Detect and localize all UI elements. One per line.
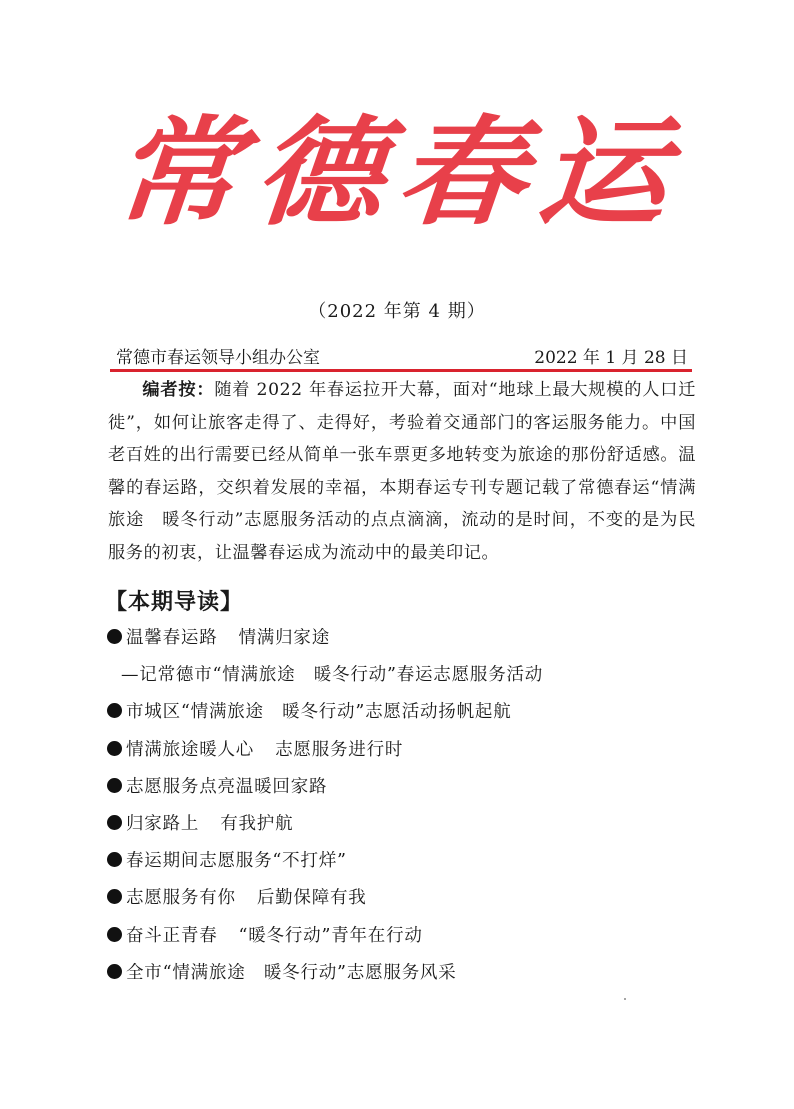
guide-item: 全市“情满旅途 暖冬行动”志愿服务风采 [107, 955, 707, 992]
editor-note-label: 编者按： [142, 380, 215, 400]
issue-number: （2022 年第 4 期） [308, 301, 486, 322]
editor-note-body: 随着 2022 年春运拉开大幕，面对“地球上最大规模的人口迁徙”，如何让旅客走得了、走得好，考验着交通部门的客运服务能力。中国老百姓的出行需要已经从简单一张车票更多地转变为旅途的那份舒适感。温馨的春运路，交织着发展的幸福，本期春运专刊专题记载了常德春运“情满旅途 暖冬行动”志愿服务活动的点点滴滴，流动的是时间，不变的是为民服务的初衷，让温馨春运成为流动中的最美印记。 [108, 380, 696, 563]
bullet-icon [107, 703, 122, 718]
info-row [112, 343, 690, 369]
guide-item: 温馨春运路 情满归家途 [107, 620, 707, 657]
guide-list [107, 620, 707, 992]
issue-date: 2022 年 1 月 28 日 [534, 348, 688, 368]
guide-item: 情满旅途暖人心 志愿服务进行时 [107, 732, 707, 769]
guide-item: 春运期间志愿服务“不打烊” [107, 843, 707, 880]
masthead-title: 常德春运 [107, 104, 687, 242]
bullet-icon [107, 889, 122, 904]
guide-subtitle: —记常德市“情满旅途 暖冬行动”春运志愿服务活动 [121, 665, 544, 686]
bullet-icon [107, 927, 122, 942]
bullet-icon [107, 778, 122, 793]
bullet-icon [107, 629, 122, 644]
bullet-icon [107, 741, 122, 756]
issuing-office: 常德市春运领导小组办公室 [116, 348, 320, 368]
guide-item: 志愿服务有你 后勤保障有我 [107, 880, 707, 917]
masthead [0, 98, 794, 258]
guide-item: 归家路上 有我护航 [107, 806, 707, 843]
bullet-icon [107, 852, 122, 867]
guide-item: 奋斗正青春 “暖冬行动”青年在行动 [107, 918, 707, 955]
guide-item: 市城区“情满旅途 暖冬行动”志愿活动扬帆起航 [107, 694, 707, 731]
bullet-icon [107, 964, 122, 979]
editor-note [108, 374, 696, 569]
guide-heading: 【本期导读】 [105, 590, 244, 615]
scan-speck [624, 998, 626, 1000]
bullet-icon [107, 815, 122, 830]
guide-item: 志愿服务点亮温暖回家路 [107, 769, 707, 806]
red-divider [110, 369, 692, 372]
